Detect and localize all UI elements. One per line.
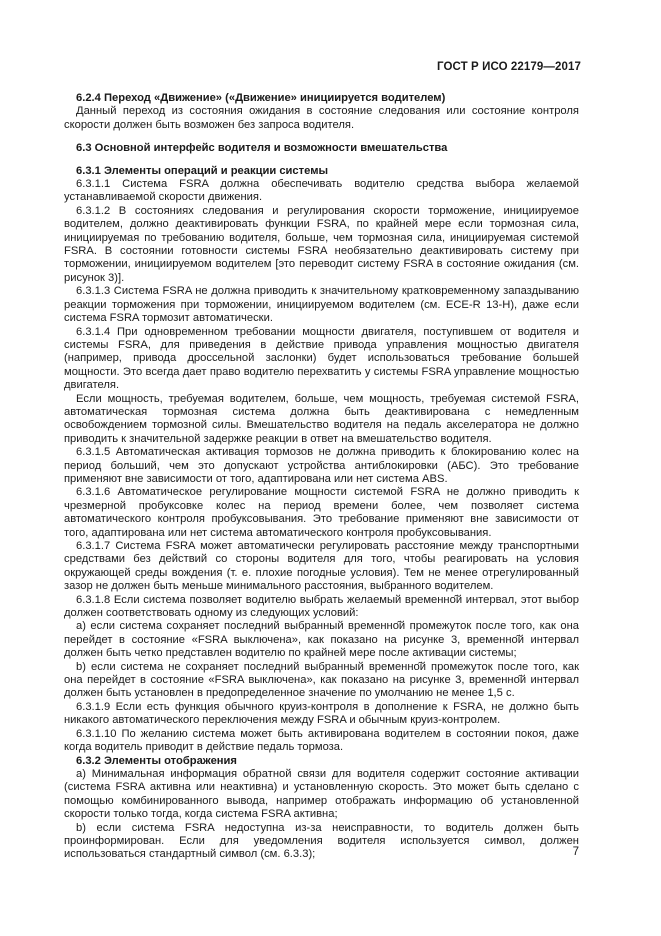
paragraph: 6.3.1.3 Система FSRA не должна приводить к значительному кратковременному запаздыванию реакции торможения при торможении, инициируемом водителем (см. ECE-R 13-H), даже если система FSRA тормозит автоматически. xyxy=(64,285,579,325)
list-item: a) если система сохраняет последний выбранный временно̂й промежуток после того, как она перейдет в состояние «FSRA выключена», как показано на рисунке 3, временно̂й интервал должен быть четко представлен водителю по крайней мере после активации системы; xyxy=(64,620,579,660)
document-header: ГОСТ Р ИСО 22179—2017 xyxy=(436,61,581,73)
paragraph: 6.3.1.2 В состояниях следования и регулирования скорости торможение, инициируемое водителем, должно деактивировать функции FSRA, по крайней мере если тормозная сила, инициируемая по требованию водителя, больше, чем тормозная сила, инициируемая системой FSRA. В состоянии готовности системы FSRA необязательно деактивировать систему при торможении, инициируемом водителем [это переводит систему FSRA в состояние ожидания (см. рисунок 3)]. xyxy=(64,204,579,284)
paragraph: 6.3.1.6 Автоматическое регулирование мощности системой FSRA не должно приводить к чрезмерной пробуксовке колес на период времени более, чем позволяет система автоматического контроля пробуксовывания. Это требование применяют вне зависимости от того, адаптирована или нет система автоматического контроля пробуксовывания. xyxy=(64,486,579,539)
paragraph: 6.3.1.5 Автоматическая активация тормозов не должна приводить к блокированию колес на период больший, чем это допускают устройства антиблокировки (АБС). Это требование применяют вне зависимости от того, адаптирована или нет система ABS. xyxy=(64,446,579,485)
paragraph: Данный переход из состояния ожидания в состояние следования или состояние контроля скорости должен быть возможен без запроса водителя. xyxy=(64,105,579,131)
document-body xyxy=(64,92,579,862)
paragraph: 6.3.1.8 Если система позволяет водителю выбрать желаемый временно̂й интервал, этот выбор должен соответствовать одному из следующих условий: xyxy=(64,593,579,620)
page-number: 7 xyxy=(572,846,579,858)
paragraph: 6.3.1.4 При одновременном требовании мощности двигателя, поступившем от водителя и системы FSRA, для приведения в действие привода управления мощностью двигателя (например, привода дроссельной заслонки) будет использоваться требование большей мощности. Это всегда дает право водителю перехватить у системы FSRA управление мощностью двигателя. xyxy=(64,325,579,392)
section-heading-6-3: 6.3 Основной интерфейс водителя и возможности вмешательства xyxy=(76,142,448,155)
section-heading-6-3-2: 6.3.2 Элементы отображения xyxy=(76,754,237,767)
section-heading-6-3-1: 6.3.1 Элементы операций и реакции системы xyxy=(76,164,329,177)
paragraph: 6.3.1.1 Система FSRA должна обеспечивать водителю средства выбора желаемой устанавливаемой скорости движения. xyxy=(64,178,579,204)
section-heading-6-2-4: 6.2.4 Переход «Движение» («Движение» инициируется водителем) xyxy=(76,92,446,104)
paragraph: 6.3.1.10 По желанию система может быть активирована водителем в состоянии покоя, даже когда водитель приводит в действие педаль тормоза. xyxy=(64,727,579,754)
paragraph: 6.3.1.7 Система FSRA может автоматически регулировать расстояние между транспортными средствами без действий со стороны водителя для того, чтобы реагировать на условия окружающей среды вождения (т. е. плохие погодные условия). Тем не менее отрегулированный зазор не должен быть меньше минимального расстояния, выбранного водителем. xyxy=(64,540,579,593)
paragraph: Если мощность, требуемая водителем, больше, чем мощность, требуемая системой FSRA, автоматическая тормозная система должна быть деактивирована с немедленным освобождением тормозной силы. Вмешательство водителя на педаль акселератора не должно приводить к значительной задержке реакции в ответ на вмешательство водителя. xyxy=(64,392,579,445)
list-item: b) если система не сохраняет последний выбранный временно̂й промежуток после того, как она перейдет в состояние «FSRA выключена», как показано на рисунке 3, временно̂й интервал должен быть установлен в предопределенное значение по умолчанию не менее 1,5 с. xyxy=(64,660,579,700)
list-item: b) если система FSRA недоступна из-за неисправности, то водитель должен быть проинформирован. Если для уведомления водителя используется символ, должен использоваться стандартный символ (см. 6.3.3); xyxy=(64,821,579,861)
paragraph: 6.3.1.9 Если есть функция обычного круиз-контроля в дополнение к FSRA, не должно быть никакого автоматического переключения между FSRA и обычным круиз-контролем. xyxy=(64,700,579,727)
list-item: a) Минимальная информация обратной связи для водителя содержит состояние активации (система FSRA активна или неактивна) и установленную скорость. Это может быть сделано с помощью комбинированного вывода, например отображать информацию об установленной скорости только тогда, когда система FSRA активна; xyxy=(64,767,579,821)
